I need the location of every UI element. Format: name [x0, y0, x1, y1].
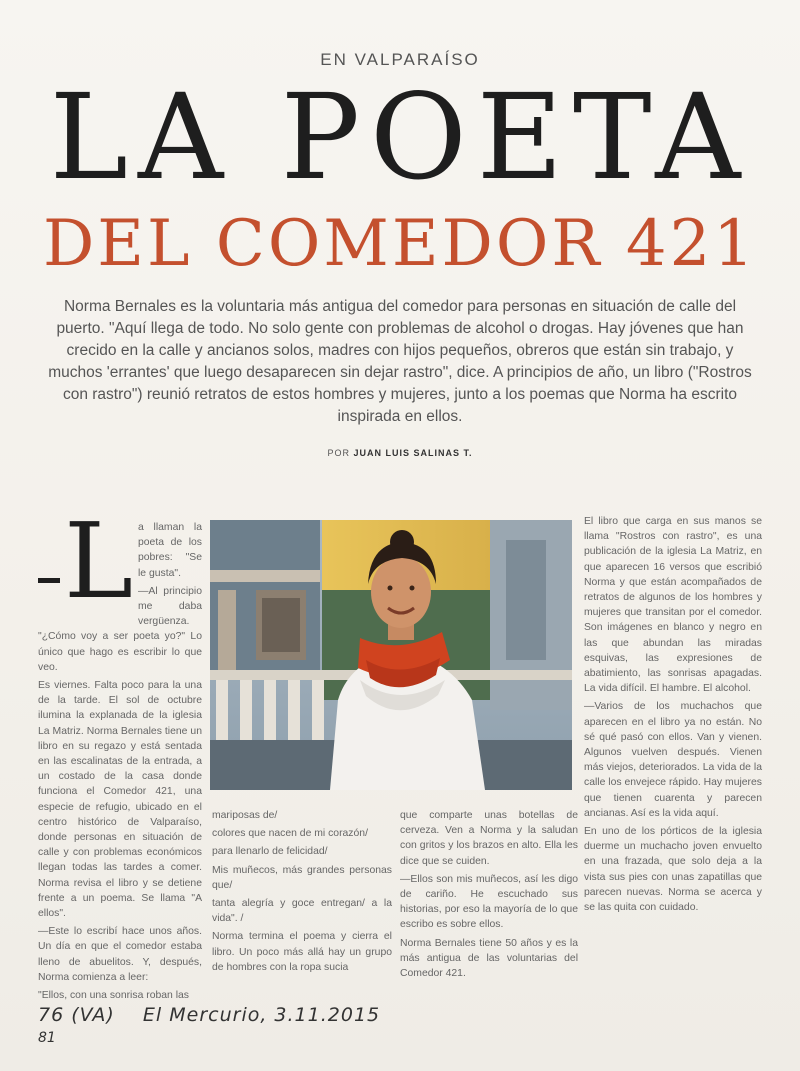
paragraph: Norma termina el poema y cierra el libro. Un poco más allá hay un grupo de hombres con la ropa sucia	[212, 931, 392, 973]
paragraph: tanta alegría y goce entregan/ a la vida". /	[212, 898, 392, 925]
paragraph: —Al principio me daba vergüenza. "¿Cómo voy a ser poeta yo?" Lo único que hago es escribir lo que veo.	[38, 585, 202, 673]
headline-line-1: LA POETA	[49, 68, 751, 206]
paragraph: —Ellos son mis muñecos, así les digo de cariño. He escuchado sus historias, por eso la mayoría de lo que escribo es sobre ellos.	[400, 873, 578, 931]
paragraph: El libro que carga en sus manos se llama "Rostros con rastro", es una publicación de la iglesia La Matriz, en que aparecen 16 versos que escribió Norma y que están acompañados de retratos de algunos de los hombres y mujeres que transitan por el comedor. Son imágenes en blanco y negro en las que abundan las miradas esquivas, las expresiones de abatimiento, las sonrisas apagadas. La vida difícil. El hambre. El alcohol.	[584, 516, 762, 695]
byline-author: JUAN LUIS SALINAS T.	[353, 448, 473, 458]
portrait-illustration	[210, 520, 572, 790]
paragraph: Mis muñecos, más grandes personas que/	[212, 864, 392, 891]
byline-prefix: POR	[327, 448, 350, 458]
body-column-1	[38, 500, 202, 1002]
paragraph: "Ellos, con una sonrisa roban las	[38, 990, 189, 1002]
dropcap-letter: L	[64, 500, 134, 622]
source-date: El Mercurio, 3.11.2015	[142, 1004, 381, 1026]
body-column-2	[212, 808, 392, 990]
paragraph: —Varios de los muchachos que aparecen en el libro ya no están. No sé qué pasó con ellos. Van y vienen. Algunos vuelven después. Vienen más viejos, deteriorados. La vida de la calle los envejece rápido. Hay mujeres que tienen cuarenta y parecen ancianas. Así es la vida aquí.	[584, 701, 762, 819]
paragraph: Es viernes. Falta poco para la una de la tarde. El sol de octubre ilumina la explanada de la iglesia La Matriz. Norma Bernales tiene un libro en su regazo y está sentada en las escalinatas de la entrada, a un costado de la casa donde funciona el Comedor 421, una especie de refugio, ubicado en el centro histórico de Valparaíso, donde personas en situación de calle y con problemas económicos llegan todas las tardes a comer. Norma revisa el libro y se detiene frente a un poema. Se llama "A ellos".	[38, 680, 202, 920]
headline-line-2: DEL COMEDOR 421	[42, 207, 758, 281]
handwritten-annotation	[38, 1004, 380, 1026]
paragraph: mariposas de/	[212, 810, 278, 821]
paragraph: que comparte unas botellas de cerveza. Ven a Norma y la saludan con gritos y los brazos en alto. Ella les dice que se cuiden.	[400, 810, 578, 867]
paragraph: —Este lo escribí hace unos años. Un día en que el comedor estaba lleno de abuelitos. Y, después, Norma comienza a leer:	[38, 926, 202, 983]
body-column-3	[400, 808, 578, 990]
paragraph: para llenarlo de felicidad/	[212, 846, 328, 858]
page-number: 76 (VA)	[38, 1004, 115, 1026]
paragraph: En uno de los pórticos de la iglesia duerme un muchacho joven envuelto en una frazada, que solo deja a la vista sus pies con unas zapatillas que parecen nuevas. Norma se acerca y se las quita con cuidado.	[584, 826, 762, 914]
body-column-4	[584, 514, 762, 990]
page-sub-number: 81	[38, 1030, 56, 1046]
paragraph: colores que nacen de mi corazón/	[212, 828, 368, 840]
dropcap-block	[38, 500, 134, 622]
section-kicker: EN VALPARAÍSO	[320, 50, 480, 69]
portrait-photo	[210, 520, 572, 790]
lead-paragraph: Norma Bernales es la voluntaria más antigua del comedor para personas en situación de calle del puerto. "Aquí llega de todo. No solo gente con problemas de alcohol o drogas. Hay jóvenes que han crecido en la calle y ancianos solos, madres con hijos pequeños, obreros que están sin trabajo, y muchos 'errantes' que luego desaparecen sin dejar rastro", dice. A principios de año, un libro ("Rostros con rastro") reunió retratos de estos hombres y mujeres, junto a los poemas que Norma ha escrito inspirada en ellos.	[48, 298, 752, 425]
byline	[0, 448, 800, 458]
paragraph: Norma Bernales tiene 50 años y es la más antigua de las voluntarias del Comedor 421.	[400, 937, 578, 980]
dropcap-dash	[38, 578, 60, 583]
paragraph: a llaman la poeta de los pobres: "Se le gusta".	[138, 522, 202, 579]
